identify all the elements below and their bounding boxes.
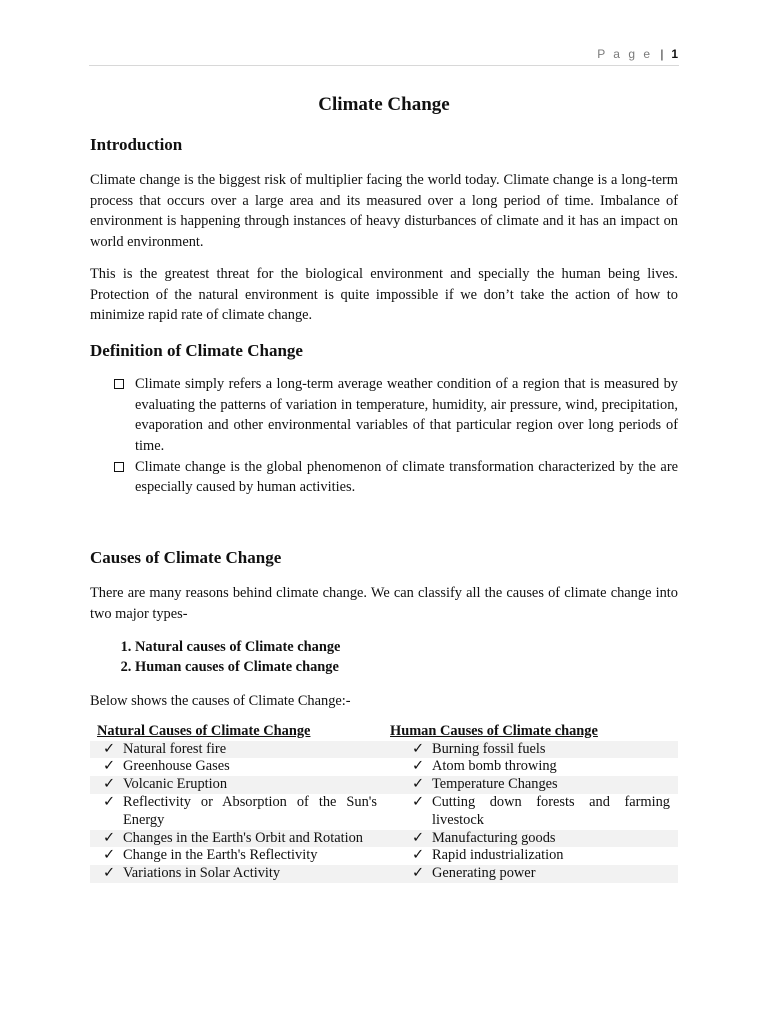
natural-cause-cell: Change in the Earth's Reflectivity (123, 847, 318, 864)
human-cause-cell: Burning fossil fuels (432, 741, 678, 759)
table-row (90, 794, 678, 830)
check-icon: ✓ (102, 847, 115, 864)
table-row (90, 865, 678, 883)
natural-cause-cell: Natural forest fire (123, 741, 388, 759)
cause-type-item: 1. Natural causes of Climate change (135, 637, 678, 658)
natural-cause-cell: Variations in Solar Activity (123, 865, 388, 883)
causes-paragraph: There are many reasons behind climate change. We can classify all the causes of climate change into two major types- (90, 585, 678, 622)
square-bullet-icon (114, 379, 124, 389)
page-header (597, 47, 678, 61)
table-header-row (90, 722, 678, 741)
cause-type-item: 2. Human causes of Climate change (135, 657, 678, 678)
check-icon: ✓ (388, 741, 432, 759)
check-icon: ✓ (90, 830, 123, 848)
human-cause-cell: Generating power (432, 865, 678, 883)
natural-cause-cell: Reflectivity or Absorption of the Sun's Energy (123, 794, 377, 828)
table-row (90, 741, 678, 759)
check-icon: ✓ (411, 758, 424, 775)
causes-table (90, 722, 678, 883)
table-intro-text: Below shows the causes of Climate Change:- (90, 692, 351, 709)
table-row (90, 847, 678, 865)
human-cause-cell: Cutting down forests and farming livestock (432, 794, 670, 828)
definition-item-text: Climate change is the global phenomenon of climate transformation characterized by the are especially caused by human activities. (135, 458, 678, 496)
causes-heading: Causes of Climate Change (90, 548, 282, 568)
page-separator: | (660, 47, 664, 61)
check-icon: ✓ (102, 758, 115, 775)
definition-item (135, 374, 678, 457)
document-body (90, 93, 678, 883)
human-cause-cell: Temperature Changes (432, 776, 678, 794)
square-bullet-icon (114, 462, 124, 472)
check-icon: ✓ (90, 776, 123, 794)
natural-causes-header: Natural Causes of Climate Change (90, 722, 388, 741)
check-icon: ✓ (411, 794, 424, 811)
table-row (90, 830, 678, 848)
cause-types-list (90, 637, 678, 678)
definition-item-text: Climate simply refers a long-term average weather condition of a region that is measured by evaluating the patterns of variation in temperature, humidity, air pressure, wind, precipitation, evaporation and other environmental variables of that particular region over long periods of time. (135, 375, 678, 455)
natural-cause-cell: Changes in the Earth's Orbit and Rotation (123, 830, 388, 848)
page-number: 1 (671, 47, 678, 61)
definition-heading: Definition of Climate Change (90, 340, 303, 360)
check-icon: ✓ (388, 776, 432, 794)
header-rule (89, 65, 679, 66)
check-icon: ✓ (90, 741, 123, 759)
check-icon: ✓ (411, 847, 424, 864)
check-icon: ✓ (102, 794, 115, 811)
definition-list (90, 374, 678, 498)
table-row (90, 776, 678, 794)
intro-paragraph-1: Climate change is the biggest risk of multiplier facing the world today. Climate change is a long-term process that occurs over a large area and its measured over a long period of time. Imbalance of environment is happening through instances of heavy disturbances of climate and it has an impact on world environment. (90, 172, 678, 251)
natural-cause-cell: Greenhouse Gases (123, 758, 230, 775)
page-label: P a g e (597, 47, 653, 61)
introduction-heading: Introduction (90, 135, 183, 154)
definition-item (135, 457, 678, 498)
natural-cause-cell: Volcanic Eruption (123, 776, 388, 794)
check-icon: ✓ (90, 865, 123, 883)
check-icon: ✓ (388, 865, 432, 883)
document-title: Climate Change (318, 94, 450, 115)
human-causes-header: Human Causes of Climate change (388, 722, 678, 741)
human-cause-cell: Manufacturing goods (432, 830, 678, 848)
check-icon: ✓ (388, 830, 432, 848)
table-row (90, 758, 678, 776)
human-cause-cell: Atom bomb throwing (432, 758, 557, 775)
human-cause-cell: Rapid industrialization (432, 847, 564, 864)
intro-paragraph-2: This is the greatest threat for the biological environment and specially the human being lives. Protection of the natural environment is quite impossible if we don’t take the action of how to minimize rapid rate of climate change. (90, 265, 678, 324)
